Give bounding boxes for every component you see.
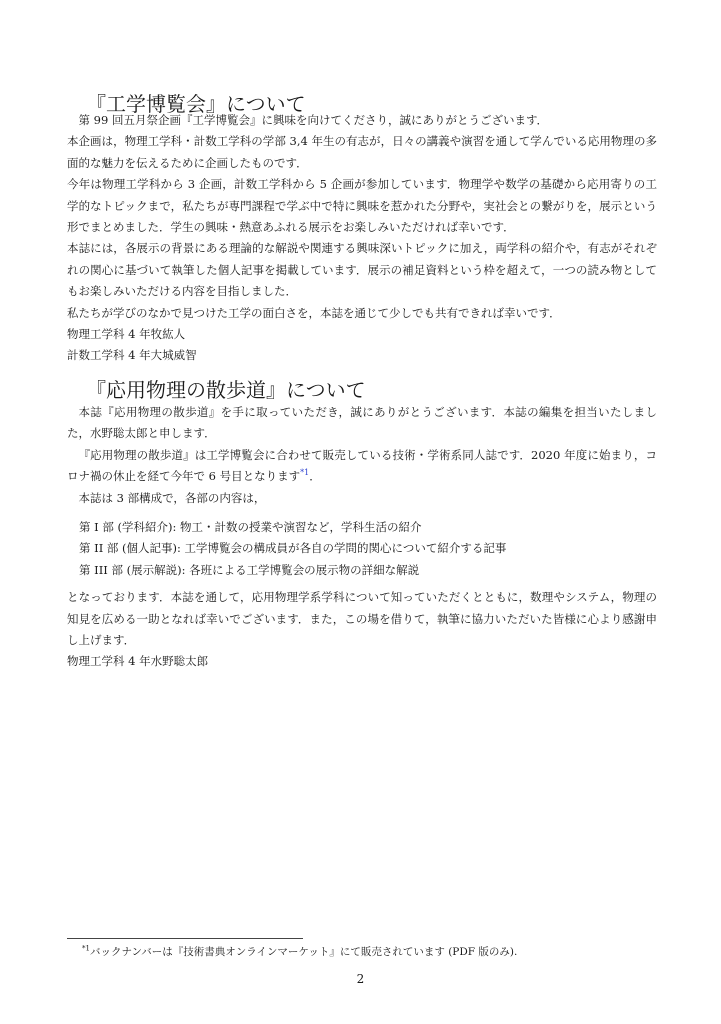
paragraph: 本誌は 3 部構成で，各部の内容は， [78,490,266,505]
list-item: 第 III 部 (展示解説): 各班による工学博覧会の展示物の詳細な解説 [79,562,420,577]
paragraph: 本誌『応用物理の散歩道』を手に取っていただき，誠にありがとうございます．本誌の編集を担当いたしました，水野聡太郎と申します． [67,405,657,441]
footnote [82,944,517,959]
author-signature: 物理工学科 4 年牧紘人 [67,327,186,342]
footnote-reference[interactable]: *1 [300,468,310,478]
section-title-kogaku-hakurankai: 『工学博覧会』について [86,92,306,116]
page-number: 2 [356,972,365,986]
footnote-divider [67,938,303,939]
paragraph-period: ． [309,469,321,484]
list-item: 第 I 部 (学科紹介): 物工・計数の授業や演習など，学科生活の紹介 [79,520,422,535]
section-title-oyobutsuri-sanpomichi: 『応用物理の散歩道』について [86,378,366,402]
author-signature: 計数工学科 4 年大城威智 [67,348,197,363]
paragraph: 本誌には，各展示の背景にある理論的な解説や関連する興味深いトピックに加え，両学科の紹介や，有志がそれぞれの関心に基づいて執筆した個人記事を掲載しています．展示の補足資料という枠を超えて，一つの読み物としてもお楽しみいただける内容を目指しました． [67,241,657,299]
author-signature: 物理工学科 4 年水野聡太郎 [67,654,209,669]
paragraph: 私たちが学びのなかで見つけた工学の面白さを，本誌を通じて少しでも共有できれば幸いです． [67,305,561,320]
section-body-oyobutsuri-sanpomichi [67,402,657,673]
paragraph: となっております．本誌を通して，応用物理学系学科について知っていただくとともに，数理やシステム，物理の知見を広める一助となれば幸いでございます．また，この場を借りて，執筆に協力いただいた皆様に心より感謝申し上げます． [67,590,657,648]
footnote-mark: *1 [82,944,90,953]
paragraph: 本企画は，物理工学科・計数工学科の学部 3,4 年生の有志が，日々の講義や演習を通して学んでいる応用物理の多面的な魅力を伝えるために企画したものです． [67,134,657,170]
paragraph-text: 『応用物理の散歩道』は工学博覧会に合わせて販売している技術・学術系同人誌です．2020 年度に始まり，コロナ禍の休止を経て今年で 6 号目となります [67,447,657,484]
paragraph: 今年は物理工学科から 3 企画，計数工学科から 5 企画が参加しています．物理学や数学の基礎から応用寄りの工学的なトピックまで，私たちが専門課程で学ぶ中で特に興味を惹かれた分野や，実社会との繋がりを，展示という形でまとめました．学生の興味・熱意あふれる展示をお楽しみいただければ幸いです． [67,177,657,235]
paragraph: 第 99 回五月祭企画『工学博覧会』に興味を向けてくださり，誠にありがとうございます． [78,113,549,127]
list-item: 第 II 部 (個人記事): 工学博覧会の構成員が各自の学問的関心について紹介する記事 [79,541,507,556]
footnote-text: バックナンバーは『技術書典オンラインマーケット』にて販売されています (PDF 版のみ). [89,946,518,958]
paragraph [67,445,657,488]
part-list [67,517,657,581]
section-body-kogaku-hakurankai [67,110,657,367]
